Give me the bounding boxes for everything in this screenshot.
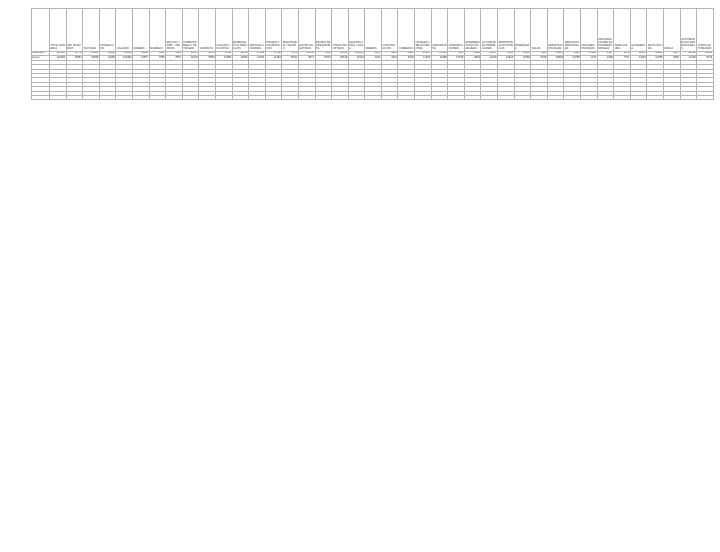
table-cell [514, 95, 531, 99]
table-cell [547, 95, 564, 99]
table-cell: 14567 [132, 56, 149, 60]
table-cell [332, 95, 349, 99]
column-header: CONSTRUCCION [381, 9, 398, 52]
table-cell: 17580 [581, 52, 598, 56]
table-cell: 36244 [298, 52, 315, 56]
column-header: OTRAS INDUSTRIAS [332, 9, 349, 52]
column-header: EQUIPO ELECTRICO [298, 9, 315, 52]
table-cell: 8348 [398, 56, 415, 60]
table-cell [50, 95, 67, 99]
table-cell: 1179 [614, 52, 631, 56]
table-cell [663, 95, 680, 99]
column-header: EDICION, IMPR. Y REPROD. [166, 9, 183, 52]
table-cell: 10518 [498, 56, 515, 60]
column-header: OTRAS ACTIVIDADES [697, 9, 714, 52]
table-cell [531, 95, 548, 99]
table-cell: 11186 [547, 52, 564, 56]
table-cell [448, 95, 465, 99]
table-cell: 11248 [680, 56, 697, 60]
column-header: ELECTRICIDAD Y AGUA [348, 9, 365, 52]
table-cell: 8744 [697, 56, 714, 60]
column-header: ACTIVIDADES NO ESPECIFICADAS [680, 9, 697, 52]
table-cell [265, 95, 282, 99]
column-header: MADERA [132, 9, 149, 52]
table-cell: 9571 [298, 56, 315, 60]
table-cell [116, 95, 133, 99]
table-cell [298, 95, 315, 99]
table-cell: 14218 [630, 56, 647, 60]
table-cell: 40108 [232, 52, 249, 56]
table-cell: 8549 [564, 52, 581, 56]
table-cell [464, 95, 481, 99]
table-cell: 12254 [249, 56, 266, 60]
row-label: Diciembre [32, 52, 50, 56]
column-header: MAQUINARIA Y EQUIPO [282, 9, 299, 52]
table-cell: 13468 [514, 56, 531, 60]
table-cell: 12537 [182, 52, 199, 56]
data-table [31, 8, 714, 100]
table-cell: 12504 [315, 56, 332, 60]
table-cell: 2100 [315, 52, 332, 56]
table-cell [348, 95, 365, 99]
table-cell: 7483 [531, 52, 548, 56]
table-cell [282, 95, 299, 99]
table-cell: 11518 [415, 56, 432, 60]
column-header: CALZADO [116, 9, 133, 52]
table-cell: 8147 [597, 52, 614, 56]
table-cell: 121618 [50, 52, 67, 56]
table-cell: 4768 [215, 52, 232, 56]
table-cell: 129483 [116, 56, 133, 60]
column-header: AGRICULTURA [614, 9, 631, 52]
column-header: SILVICULTURA [647, 9, 664, 52]
column-header: ACTIVIDADES INMOBILIARIAS [481, 9, 498, 52]
table-cell: 17129 [249, 52, 266, 56]
row-label: Enero [32, 56, 50, 60]
column-header: ADMINISTRACION PUBLICA [498, 9, 515, 52]
table-cell: 15184 [282, 56, 299, 60]
column-header: TRANSPORTE [431, 9, 448, 52]
table-cell: 18558 [332, 52, 349, 56]
table-cell: 18848 [83, 56, 100, 60]
table-cell: 17560 [265, 52, 282, 56]
column-header: SERVICIOS PERSONALES [564, 9, 581, 52]
table-cell: 56778 [66, 52, 83, 56]
table-cell: 10848 [547, 56, 564, 60]
table-cell: 11532 [182, 56, 199, 60]
table-cell: 12459 [116, 52, 133, 56]
table-cell: 9851 [149, 52, 166, 56]
table-cell [498, 95, 515, 99]
table-cell: 16113 [514, 52, 531, 56]
column-header: CONFECCION [99, 9, 116, 52]
table-cell [614, 95, 631, 99]
column-header: MINERIA [365, 9, 382, 52]
column-header: PESCA [663, 9, 680, 52]
table-cell [249, 95, 266, 99]
table-cell [398, 95, 415, 99]
table-cell: 7524 [448, 52, 465, 56]
table-cell [182, 95, 199, 99]
table-cell: 7751 [614, 56, 631, 60]
table-cell: 11478 [630, 52, 647, 56]
table-cell: 10788 [647, 56, 664, 60]
table-cell: 1240 [365, 56, 382, 60]
column-header: METALES COMUNES [249, 9, 266, 52]
table-cell: 15488 [431, 56, 448, 60]
table-cell: 11048 [481, 56, 498, 60]
table-cell [83, 95, 100, 99]
table-cell [66, 95, 83, 99]
column-header: COMERCIO [398, 9, 415, 52]
table-cell [166, 95, 183, 99]
column-header: COMUNICACIONES [448, 9, 465, 52]
table-cell [680, 95, 697, 99]
column-header: HOTELES Y RESTAURANTES [415, 9, 432, 52]
table-cell [149, 95, 166, 99]
table-cell: 14197 [481, 52, 498, 56]
column-header: ENSEÑANZA [514, 9, 531, 52]
table-cell [99, 95, 116, 99]
table-cell: 4178 [282, 52, 299, 56]
table-cell [647, 95, 664, 99]
table-cell [415, 95, 432, 99]
table-cell: 1822 [381, 56, 398, 60]
table-cell: 9178 [663, 52, 680, 56]
header-row [32, 9, 714, 52]
column-header: ORGANIZACIONES EXTRATERRITORIALES [597, 9, 614, 52]
table-cell: 11158 [132, 52, 149, 56]
table-cell: 9940 [464, 52, 481, 56]
table-cell: 16758 [448, 56, 465, 60]
table-cell: 18448 [332, 56, 349, 60]
table-cell: 4832 [498, 52, 515, 56]
table-cell: 11484 [265, 56, 282, 60]
table-cell [215, 95, 232, 99]
table-cell: 10880 [697, 52, 714, 56]
column-header: HOGARES PRIVADOS [581, 9, 598, 52]
table-cell [564, 95, 581, 99]
table-cell [431, 95, 448, 99]
column-header: CAUCHO Y PLASTICO [215, 9, 232, 52]
column-header: PRODUCTOS METALICOS [265, 9, 282, 52]
table-cell: 7589 [149, 56, 166, 60]
column-header: MUEBLES [149, 9, 166, 52]
table-cell: 9854 [663, 56, 680, 60]
table-cell: 12788 [564, 56, 581, 60]
row-label [32, 95, 50, 99]
table-cell [132, 95, 149, 99]
table-cell [630, 95, 647, 99]
table-cell: 12580 [647, 52, 664, 56]
table-cell [481, 95, 498, 99]
column-header: TEXTILES [83, 9, 100, 52]
column-header: TOTAL GENERAL [50, 9, 67, 52]
column-header: QUIMICOS [199, 9, 216, 52]
column-header: GANADERIA [630, 9, 647, 52]
corner-cell [32, 9, 50, 52]
table-cell [581, 95, 598, 99]
table-cell: 3821 [381, 52, 398, 56]
table-cell [232, 95, 249, 99]
table-cell: 8558 [199, 56, 216, 60]
table-cell: 10388 [215, 56, 232, 60]
column-header: INTERMEDIACION FINANCIERA [464, 9, 481, 52]
column-header: MINERALES NO METALICOS [232, 9, 249, 52]
table-cell: 9843 [464, 56, 481, 60]
table-cell [597, 95, 614, 99]
table-cell: 15584 [66, 56, 83, 60]
table-cell [199, 95, 216, 99]
table-cell [365, 95, 382, 99]
table-cell: 126166 [348, 52, 365, 56]
table-cell: 4482 [398, 52, 415, 56]
table-cell [381, 95, 398, 99]
table-body [32, 52, 714, 100]
table-cell: 2468 [597, 56, 614, 60]
table-cell: 14058 [99, 56, 116, 60]
table-cell: 27543 [431, 52, 448, 56]
table-cell: 102484 [50, 56, 67, 60]
table-cell: 8557 [166, 56, 183, 60]
column-header: EQUIPO DE TRANSPORTE [315, 9, 332, 52]
column-header: IND. MANUFACT. [66, 9, 83, 52]
table-cell [697, 95, 714, 99]
table-cell: 14768 [680, 52, 697, 56]
column-header: SERVICIOS SOCIALES [547, 9, 564, 52]
table-cell: 18048 [99, 52, 116, 56]
table-cell: 9158 [531, 56, 548, 60]
table-cell: 25037 [415, 52, 432, 56]
table-cell: 18463 [232, 56, 249, 60]
table-cell: 2320 [365, 52, 382, 56]
table-cell: 1178 [581, 56, 598, 60]
table-cell: 11504 [348, 56, 365, 60]
column-header: SALUD [531, 9, 548, 52]
column-header: COMBUSTIBLES Y PETROLEO [182, 9, 199, 52]
empty-row [32, 95, 714, 99]
table-cell: 6584 [166, 52, 183, 56]
table-cell: 8179 [199, 52, 216, 56]
table-cell: 15460 [83, 52, 100, 56]
table-cell [315, 95, 332, 99]
